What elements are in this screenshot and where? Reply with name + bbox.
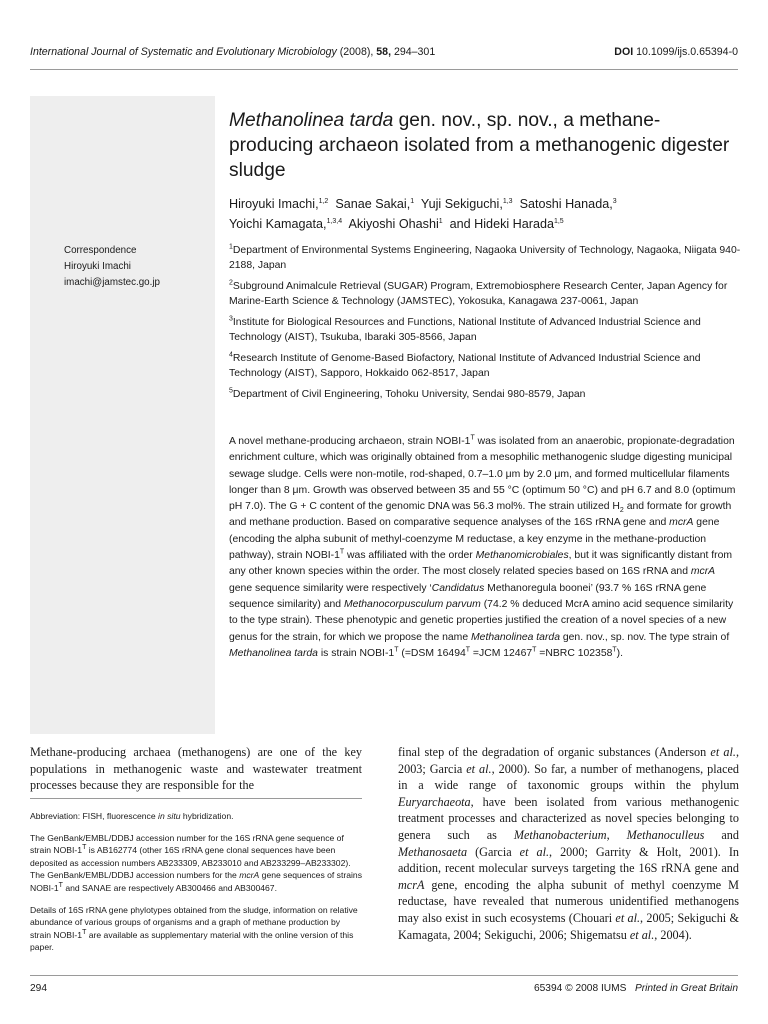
author: Yuji Sekiguchi,$^{1,3}$ xyxy=(420,197,513,211)
supplementary-note: Details of 16S rRNA gene phylotypes obtained from the sludge, information on relative abundance of various groups of organisms and a graph of methane production by strain NOBI-$1^T$ are available as supplementary material with the online version of this paper. xyxy=(30,904,358,953)
abstract: A novel methane-producing archaeon, strain NOBI-$1^T$ was isolated from an anaerobic, propionate-degradation enrichment culture, which was originally obtained from a mesophilic methanogenic sludge digesting municipal sewage sludge. Cells were non-motile, rod-shaped, 0.7–1.0 μm by 2.0 μm, and formed multicellular filaments longer than 8 μm. Growth was observed between 35 and 55 °C (optimum 50 °C) and pH 6.7 and 8.0 (optimum pH 7.0). The G + C content of the genomic DNA was 56.3 mol%. The strain utilized $H_2$ and formate for growth and methane production. Based on comparative sequence analyses of the 16S rRNA gene and mcrA gene (encoding the alpha subunit of methyl-coenzyme M reductase, a key enzyme in the methane-production pathway), strain NOBI-$1^T$ was affiliated with the order Methanomicrobiales, but it was significantly distant from any other known species within the order. The most closely related species based on 16S rRNA and mcrA gene sequence similarity were respectively ‘Candidatus Methanoregula boonei’ (93.7 % 16S rRNA gene sequence similarity) and Methanocorpusculum parvum (74.2 % deduced McrA amino acid sequence similarity to the type strain). These phenotypic and genetic properties justified the creation of a novel species of a new genus for the strain, for which we propose the name Methanolinea tarda gen. nov., sp. nov. The type strain of Methanolinea tarda is strain NOBI-$1^T$ (=DSM $16494^T =JCM$ $12467^T$ =NBRC $102358^T$). xyxy=(229,434,736,659)
accession-note: The GenBank/EMBL/DDBJ accession number for the 16S rRNA gene sequence of strain NOBI-$1^T$ is AB162774 (other 16S rRNA gene clonal sequences have been deposited as accession numbers AB233309, AB233010 and AB233299–AB233302). The GenBank/EMBL/DDBJ accession numbers for the mcrA gene sequences of strains NOBI-$1^T$ and SANAE are respectively AB300466 and AB300467. xyxy=(30,832,362,893)
journal-volume: 58, xyxy=(376,46,392,58)
title-rest: gen. nov., sp. nov., a methane-producing archaeon isolated from a methanogenic digester sludge xyxy=(229,110,730,181)
author: Yoichi Kamagata,$^{1,3,4}$ xyxy=(229,217,343,231)
body-text-left: Methane-producing archaea (methanogens) are one of the key populations in methanogenic waste and wastewater treatment processes because they are responsible for the xyxy=(30,745,362,793)
sidebar-panel xyxy=(30,96,215,734)
affiliation-list xyxy=(229,243,749,408)
journal-name: International Journal of Systematic and Evolutionary Microbiology xyxy=(30,46,337,58)
author: Akiyoshi Ohashi$^1$ xyxy=(348,217,443,231)
correspondence-email[interactable]: imachi@jamstec.go.jp xyxy=(64,277,160,288)
footer-rule xyxy=(30,975,738,976)
header-rule xyxy=(30,69,738,70)
journal-pages: 294–301 xyxy=(393,46,436,58)
footer-copyright: 65394 © 2008 IUMS Printed in Great Britain xyxy=(533,983,738,994)
footnotes xyxy=(30,810,362,963)
author-list xyxy=(229,194,749,234)
correspondence-label: Correspondence xyxy=(64,245,137,256)
doi-value: 10.1099/ijs.0.65394-0 xyxy=(636,46,738,58)
abbreviations-note: Abbreviation: FISH, fluorescence in situ hybridization. xyxy=(30,811,234,821)
page-number: 294 xyxy=(30,983,47,994)
body-text-right: final step of the degradation of organic substances (Anderson et al., 2003; Garcia et al., 2000). So far, a number of methanogens, placed in a wide range of taxonomic groups within the phylum Euryarchaeota, have been isolated from various methanogenic treatment processes and characterized as novel species belonging to genera such as Methanobacterium, Methanoculleus and Methanosaeta (Garcia et al., 2000; Garrity & Holt, 2001). In addition, recent molecular surveys targeting the 16S rRNA gene and mcrA gene, encoding the alpha subunit of methyl coenzyme M reductase, have revealed that numerous unidentified methanogens may also exist in such ecosystems (Chouari et al., 2005; Sekiguchi & Kamagata, 2004; Sekiguchi, 2006; Shigematsu et al., 2004). xyxy=(398,745,739,942)
notes-rule xyxy=(30,798,362,799)
affiliation: $^5$Department of Civil Engineering, Tohoku University, Sendai 980-8579, Japan xyxy=(229,387,586,400)
affiliation: $^4$Research Institute of Genome-Based Biofactory, National Institute of Advanced Industrial Science and Technology (AIST), Sapporo, Hokkaido 062-8517, Japan xyxy=(229,351,701,379)
author: Sanae Sakai,$^1$ xyxy=(335,197,415,211)
doi-label: DOI xyxy=(614,46,634,58)
correspondence-block xyxy=(64,243,160,291)
affiliation: $^2$Subground Animalcule Retrieval (SUGAR) Program, Extremobiosphere Research Center, Japan Agency for Marine-Earth Science & Technology (JAMSTEC), Yokosuka, Kanagawa 237-0061, Japan xyxy=(229,279,728,307)
title-genus: Methanolinea tarda xyxy=(229,110,394,131)
paper-title xyxy=(229,108,739,183)
journal-header xyxy=(30,46,435,58)
journal-year: (2008), xyxy=(339,46,374,58)
doi-header xyxy=(614,46,738,58)
affiliation: $^1$Department of Environmental Systems Engineering, Nagaoka University of Technology, Nagaoka, Niigata 940-2188, Japan xyxy=(229,243,741,271)
author: Hiroyuki Imachi,$^{1,2}$ xyxy=(229,197,329,211)
correspondence-name: Hiroyuki Imachi xyxy=(64,261,131,272)
affiliation: $^3$Institute for Biological Resources and Functions, National Institute of Advanced Industrial Science and Technology (AIST), Tsukuba, Ibaraki 305-8566, Japan xyxy=(229,315,701,343)
author: and Hideki Harada$^{1,5}$ xyxy=(449,217,564,231)
author: Satoshi Hanada,$^3$ xyxy=(519,197,617,211)
